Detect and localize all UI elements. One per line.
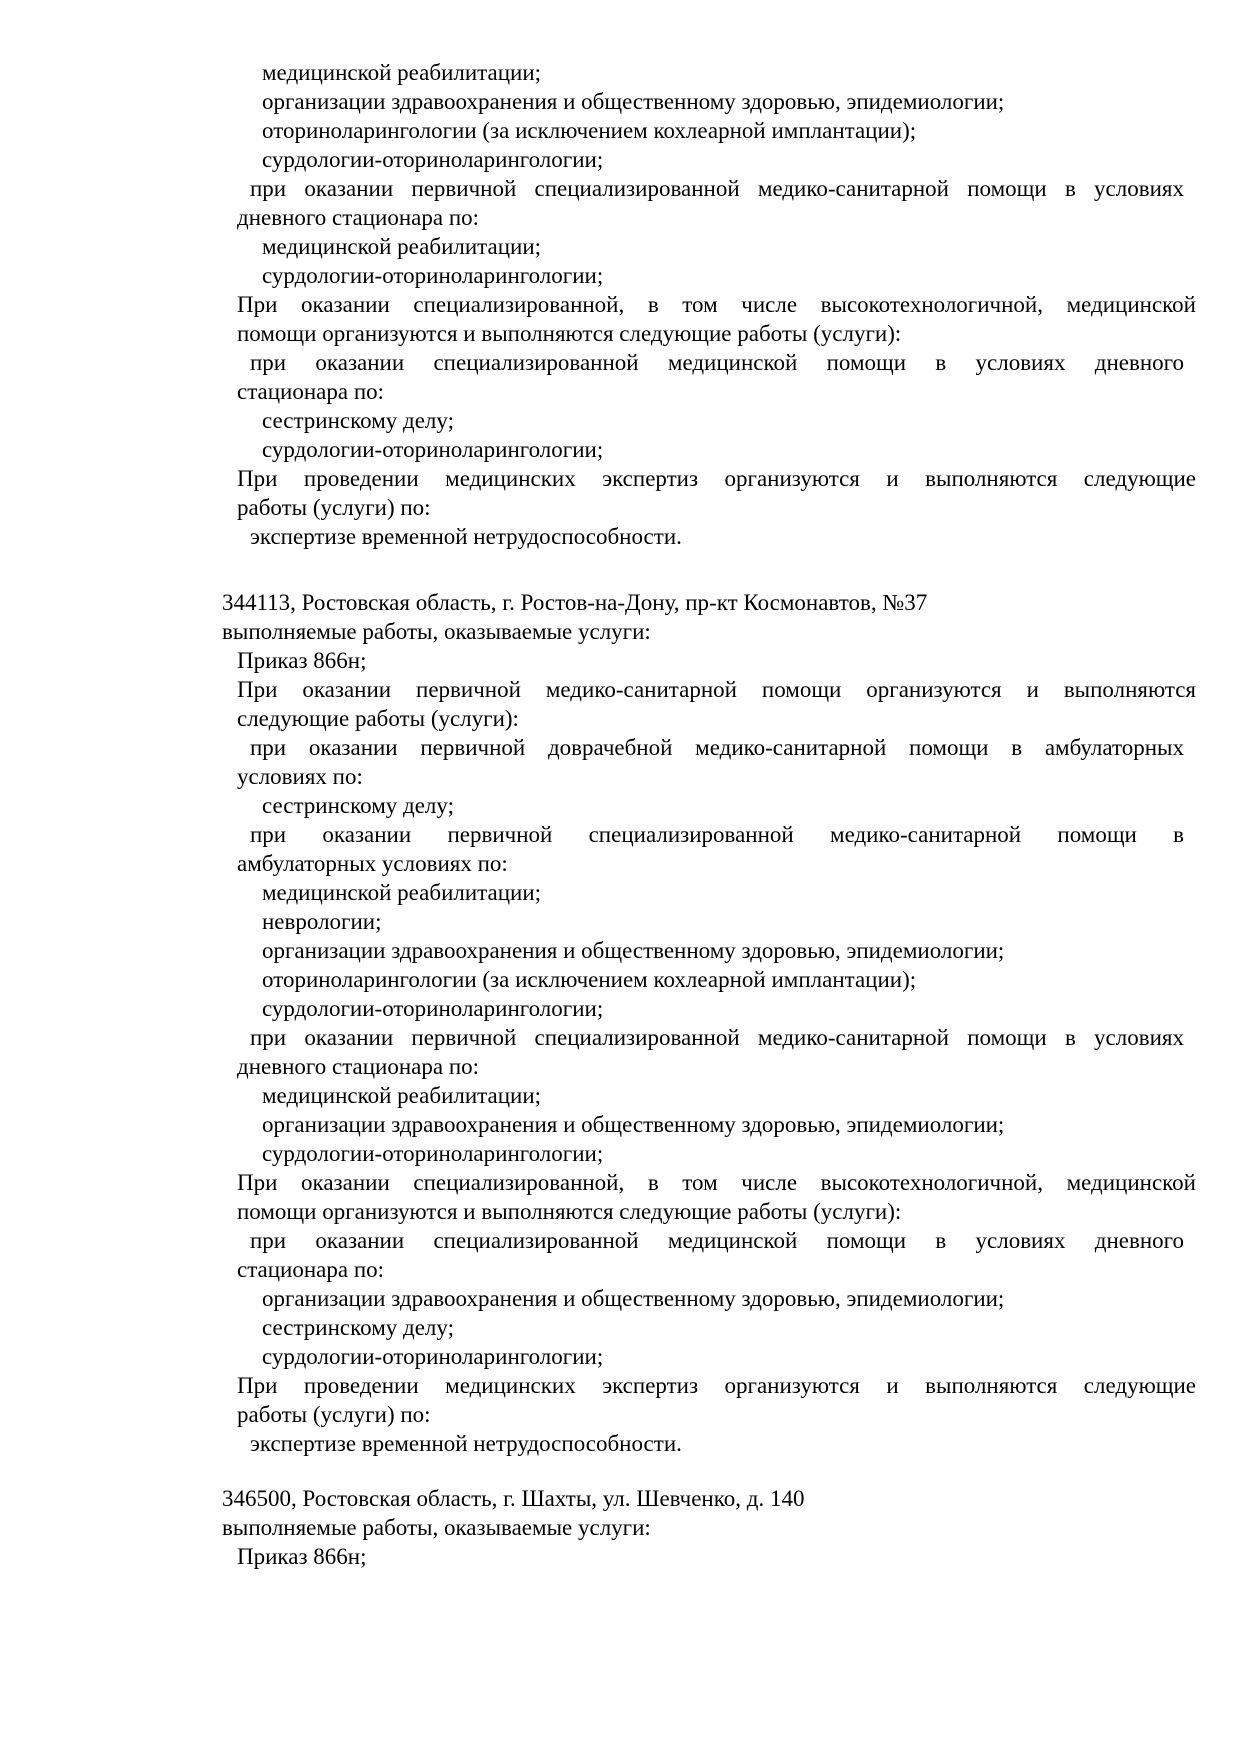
service-item: неврологии; [262, 909, 382, 934]
care-type-paragraph: При оказании специализированной, в том числе высокотехнологичной, медицинской [237, 292, 1196, 317]
care-condition-line: дневного стационара по: [237, 205, 480, 230]
care-condition-line: при оказании первичной специализированной медико-санитарной помощи в [250, 822, 1184, 847]
care-type-paragraph: При проведении медицинских экспертиз организуются и выполняются следующие [237, 466, 1196, 491]
care-condition-line: при оказании первичной специализированной медико-санитарной помощи в условиях [250, 1025, 1184, 1050]
care-condition-line: амбулаторных условиях по: [237, 851, 508, 876]
service-item: медицинской реабилитации; [262, 1083, 542, 1108]
address-line: 346500, Ростовская область, г. Шахты, ул. Шевченко, д. 140 [222, 1486, 805, 1511]
care-type-paragraph: помощи организуются и выполняются следующие работы (услуги): [237, 321, 902, 346]
care-type-paragraph: следующие работы (услуги): [237, 706, 519, 731]
care-type-paragraph: При проведении медицинских экспертиз организуются и выполняются следующие [237, 1373, 1196, 1398]
order-reference: Приказ 866н; [237, 648, 367, 673]
service-item: организации здравоохранения и общественному здоровью, эпидемиологии; [262, 1286, 1005, 1311]
service-item: организации здравоохранения и общественному здоровью, эпидемиологии; [262, 89, 1005, 114]
service-item: сурдологии-оториноларингологии; [262, 996, 604, 1021]
service-item: сестринскому делу; [262, 793, 454, 818]
service-item: сурдологии-оториноларингологии; [262, 437, 604, 462]
service-item: сурдологии-оториноларингологии; [262, 263, 604, 288]
service-item: медицинской реабилитации; [262, 234, 542, 259]
care-condition-line: дневного стационара по: [237, 1054, 480, 1079]
service-item: организации здравоохранения и общественному здоровью, эпидемиологии; [262, 1112, 1005, 1137]
service-item: медицинской реабилитации; [262, 880, 542, 905]
order-reference: Приказ 866н; [237, 1544, 367, 1569]
service-item: организации здравоохранения и общественному здоровью, эпидемиологии; [262, 938, 1005, 963]
care-condition-line: при оказании первичной специализированной медико-санитарной помощи в условиях [250, 176, 1184, 201]
section-heading: выполняемые работы, оказываемые услуги: [222, 619, 651, 644]
service-item: оториноларингологии (за исключением кохлеарной имплантации); [262, 118, 917, 143]
section-heading: выполняемые работы, оказываемые услуги: [222, 1515, 651, 1540]
care-condition-line: стационара по: [237, 1257, 385, 1282]
care-condition-line: при оказании специализированной медицинской помощи в условиях дневного [250, 1228, 1184, 1253]
service-item: оториноларингологии (за исключением кохлеарной имплантации); [262, 967, 917, 992]
service-item: сурдологии-оториноларингологии; [262, 1344, 604, 1369]
care-condition-line: при оказании первичной доврачебной медико-санитарной помощи в амбулаторных [250, 735, 1184, 760]
service-item: экспертизе временной нетрудоспособности. [250, 1431, 682, 1456]
care-condition-line: при оказании специализированной медицинской помощи в условиях дневного [250, 350, 1184, 375]
care-type-paragraph: При оказании первичной медико-санитарной помощи организуются и выполняются [237, 677, 1196, 702]
care-type-paragraph: работы (услуги) по: [237, 495, 431, 520]
address-line: 344113, Ростовская область, г. Ростов-на-Дону, пр-кт Космонавтов, №37 [222, 590, 928, 615]
service-item: экспертизе временной нетрудоспособности. [250, 524, 682, 549]
care-type-paragraph: помощи организуются и выполняются следующие работы (услуги): [237, 1199, 902, 1224]
service-item: медицинской реабилитации; [262, 60, 542, 85]
service-item: сурдологии-оториноларингологии; [262, 147, 604, 172]
care-condition-line: условиях по: [237, 764, 363, 789]
service-item: сестринскому делу; [262, 408, 454, 433]
care-type-paragraph: работы (услуги) по: [237, 1402, 431, 1427]
service-item: сестринскому делу; [262, 1315, 454, 1340]
service-item: сурдологии-оториноларингологии; [262, 1141, 604, 1166]
care-condition-line: стационара по: [237, 379, 385, 404]
care-type-paragraph: При оказании специализированной, в том числе высокотехнологичной, медицинской [237, 1170, 1196, 1195]
